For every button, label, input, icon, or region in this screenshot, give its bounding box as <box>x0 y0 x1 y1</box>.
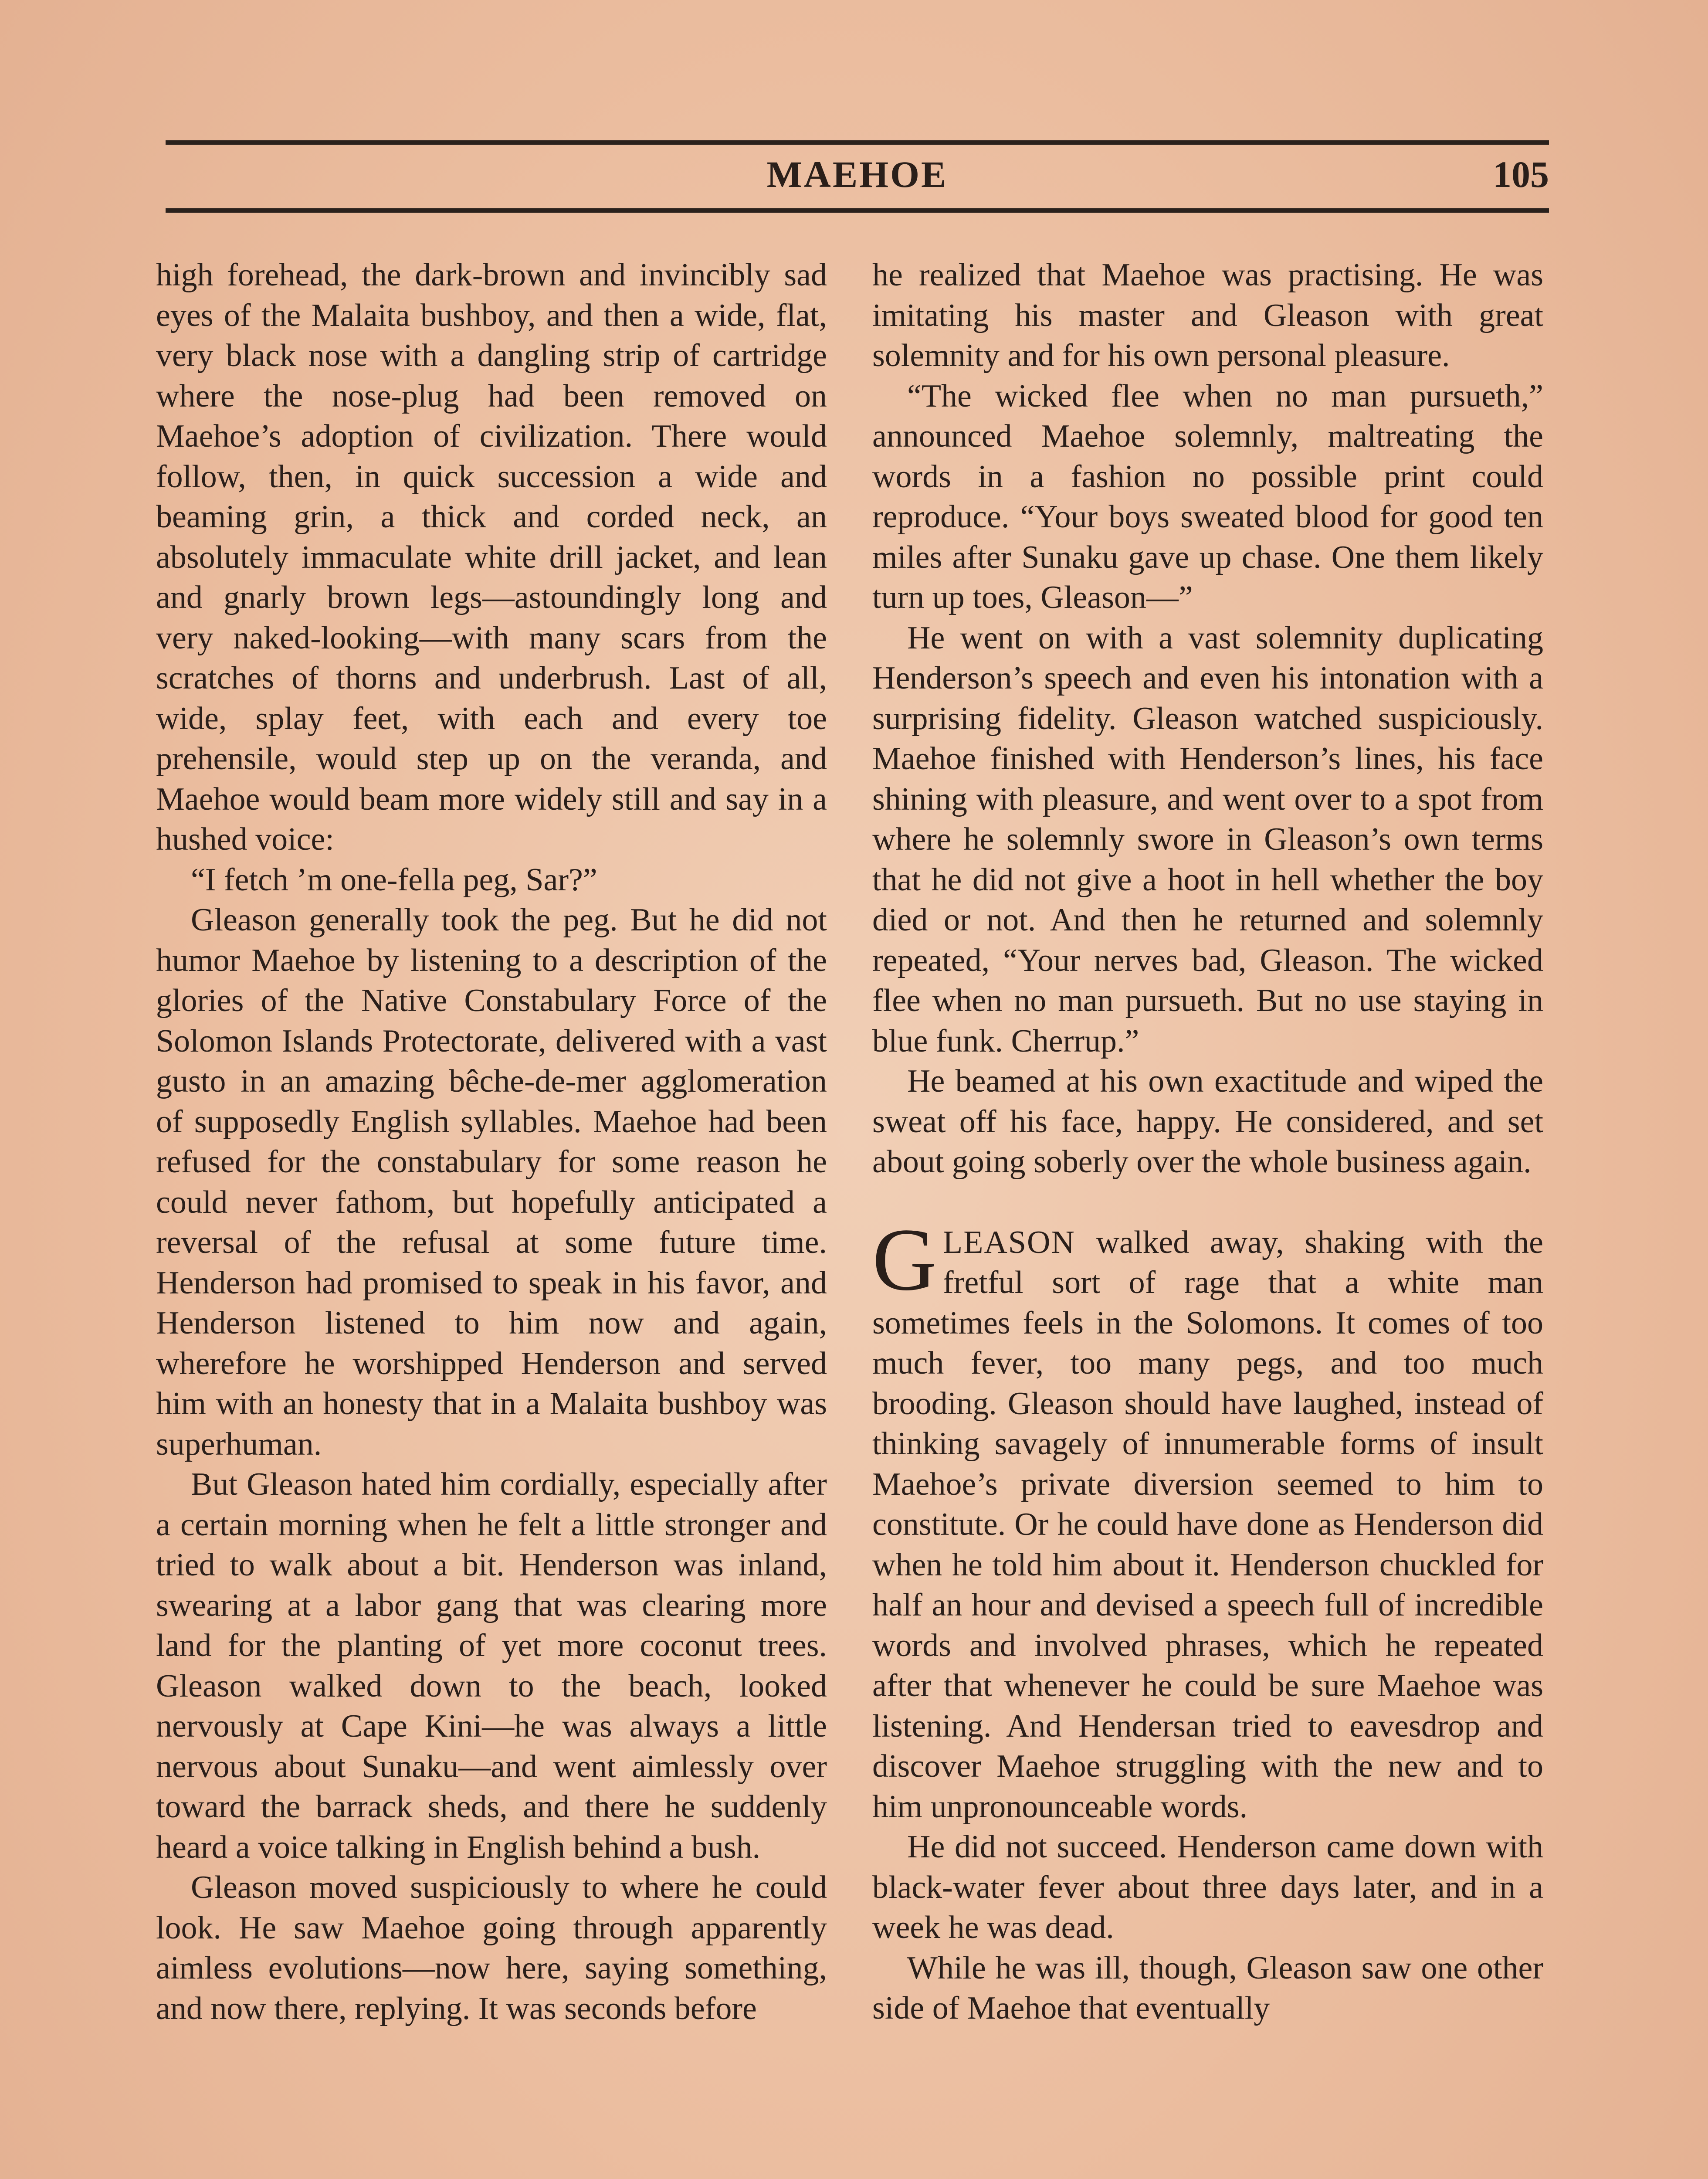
paragraph: Gleason generally took the peg. But he did not humor Maehoe by listening to a description of the glories of the Native Constabulary Force of the Solomon Islands Protectorate, delivered with a vast gusto in an amazing bêche-de-mer agglomeration of supposedly English syllables. Maehoe had been refused for the constabulary for some reason he could never fathom, but hopefully anticipated a reversal of the refusal at some future time. Henderson had promised to speak in his favor, and Henderson listened to him now and again, wherefore he worshipped Henderson and served him with an honesty that in a Malaita bushboy was superhuman. <box>156 902 827 1462</box>
page-header <box>166 148 1549 204</box>
section-break <box>872 1182 1543 1222</box>
left-column <box>156 255 827 2029</box>
drop-cap-caps-word: LEASON <box>943 1224 1075 1260</box>
paragraph: He beamed at his own exactitude and wiped the sweat off his face, happy. He considered, and set about going soberly over the whole business again. <box>872 1063 1543 1180</box>
paragraph: high forehead, the dark-brown and invincibly sad eyes of the Malaita bushboy, and then a wide, flat, very black nose with a dangling strip of cartridge where the nose-plug had been removed on Maehoe’s adoption of civilization. There would follow, then, in quick succession a wide and beaming grin, a thick and corded neck, an absolutely immaculate white drill jacket, and lean and gnarly brown legs—astoundingly long and very naked-looking—with many scars from the scratches of thorns and underbrush. Last of all, wide, splay feet, with each and every toe prehensile, would step up on the veranda, and Maehoe would beam more widely still and say in a hushed voice: <box>156 257 827 857</box>
paragraph: Gleason moved suspiciously to where he could look. He saw Maehoe going through apparently aimless evolutions—now here, saying something, and now there, replying. It was seconds before <box>156 1870 827 2026</box>
paragraph: While he was ill, though, Gleason saw one other side of Maehoe that eventually <box>872 1950 1543 2026</box>
paragraph: He went on with a vast solemnity duplicating Henderson’s speech and even his intonation with a surprising fidelity. Gleason watched suspiciously. Maehoe finished with Henderson’s lines, his face shining with pleasure, and went over to a spot from where he solemnly swore in Gleason’s own terms that he did not give a hoot in hell whether the boy died or not. And then he returned and solemnly repeated, “Your nerves bad, Gleason. The wicked flee when no man pursueth. But no use staying in blue funk. Cherrup.” <box>872 620 1543 1059</box>
header-rule-bottom <box>166 208 1549 213</box>
drop-cap-paragraph <box>872 1210 1543 1827</box>
paragraph: he realized that Maehoe was practising. He was imitating his master and Gleason with great solemnity and for his own personal pleasure. <box>872 257 1543 373</box>
header-rule-top <box>166 140 1549 145</box>
right-column <box>872 255 1543 2029</box>
paragraph: “I fetch ’m one-fella peg, Sar?” <box>191 862 597 898</box>
paragraph: He did not succeed. Henderson came down with black-water fever about three days later, and in a week he was dead. <box>872 1829 1543 1945</box>
page-number: 105 <box>1493 153 1549 195</box>
drop-cap-paragraph-text: walked away, shaking with the fretful sort of rage that a white man sometimes feels in the Solomons. It comes of too much fever, too many pegs, and too much brooding. Gleason should have laughed, instead of thinking savagely of innumerable forms of insult Maehoe’s private diversion seemed to him to constitute. Or he could have done as Henderson did when he told him about it. Henderson chuckled for half an hour and devised a speech full of incredible words and involved phrases, which he repeated after that whenever he could be sure Maehoe was listening. And Hendersan tried to eavesdrop and discover Maehoe struggling with the new and to him unpronounceable words. <box>872 1224 1543 1825</box>
paragraph: But Gleason hated him cordially, especially after a certain morning when he felt a little stronger and tried to walk about a bit. Henderson was inland, swearing at a labor gang that was clearing more land for the planting of yet more coconut trees. Gleason walked down to the beach, looked nervously at Cape Kini—he was always a little nervous about Sunaku—and went aimlessly over toward the barrack sheds, and there he suddenly heard a voice talking in English behind a bush. <box>156 1466 827 1865</box>
drop-cap: G <box>872 1210 937 1309</box>
running-head: MAEHOE <box>766 153 948 195</box>
paragraph: “The wicked flee when no man pursueth,” announced Maehoe solemnly, maltreating the words in a fashion no possible print could reproduce. “Your boys sweated blood for good ten miles after Sunaku gave up chase. One them likely turn up toes, Gleason—” <box>872 378 1543 615</box>
